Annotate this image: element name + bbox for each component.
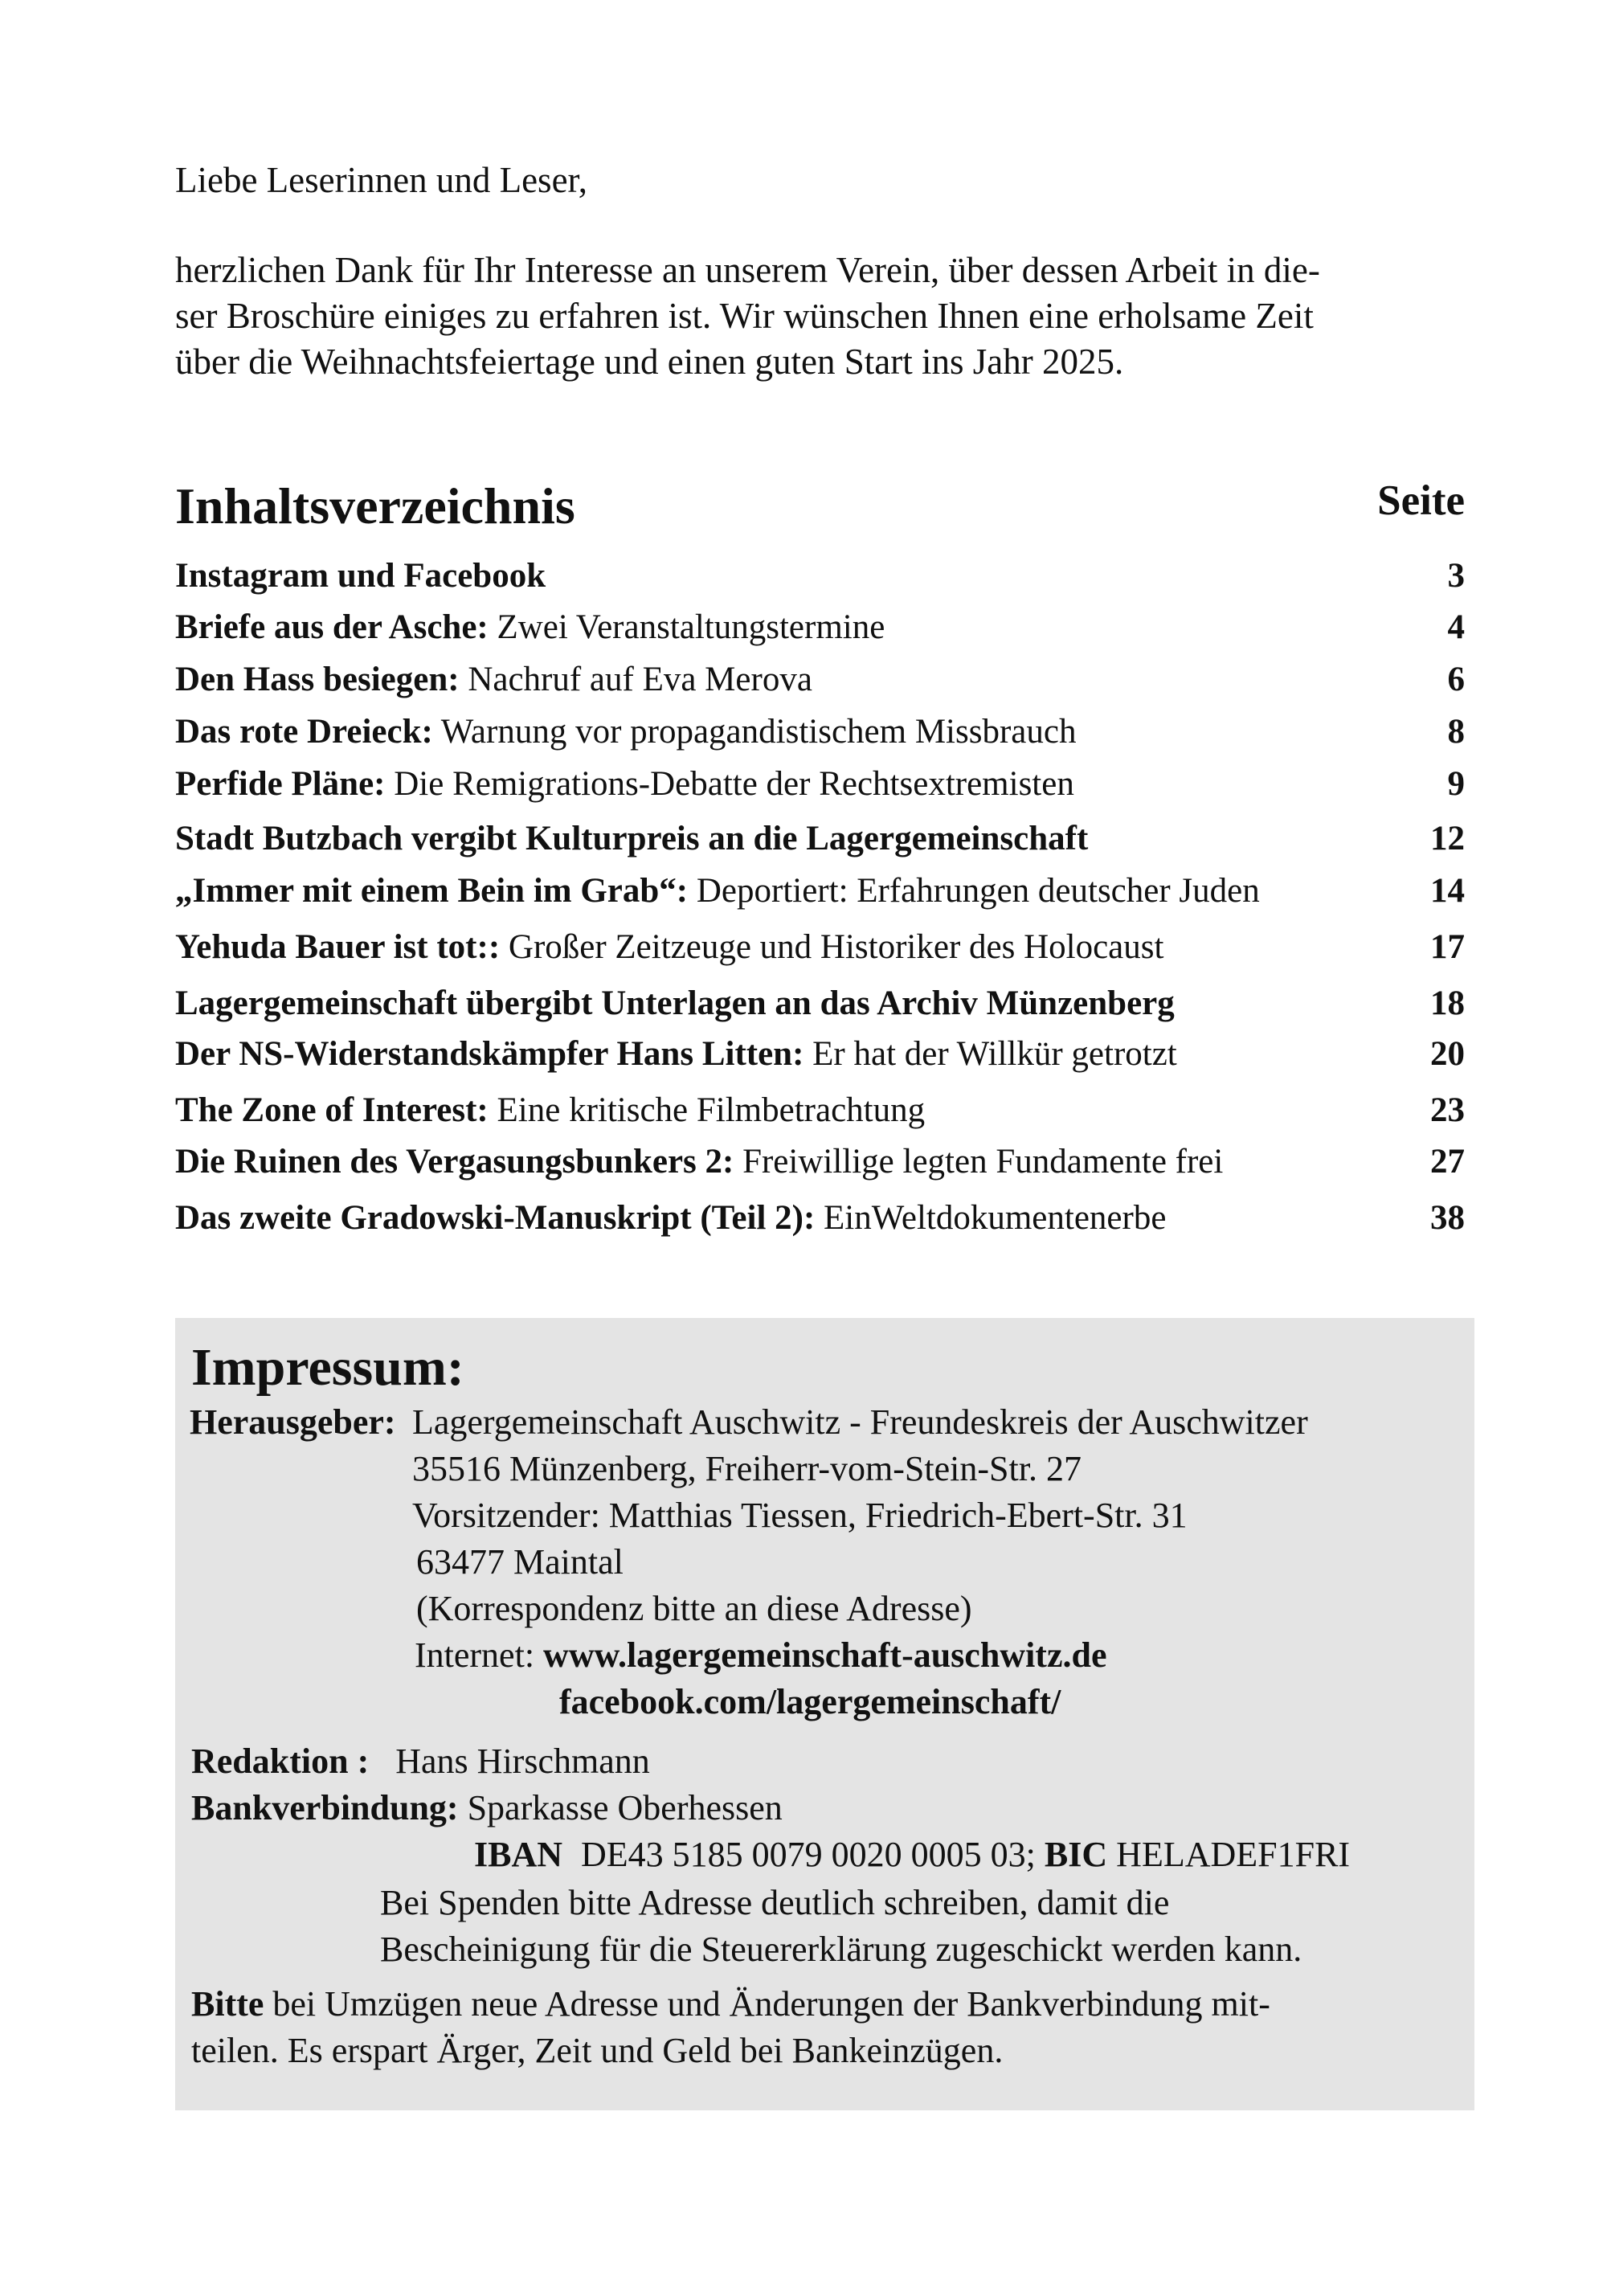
bitte-label: Bitte <box>191 1984 264 2024</box>
toc-entry[interactable] <box>175 1087 1465 1135</box>
toc-entry[interactable] <box>175 1194 1465 1242</box>
bank-line <box>191 1786 783 1831</box>
impressum-title: Impressum: <box>191 1338 464 1397</box>
iban-line <box>474 1832 1350 1877</box>
toc-entry-page: 18 <box>1430 984 1465 1022</box>
toc-entry-subtitle: Freiwillige legten Fundamente frei <box>734 1143 1224 1181</box>
toc-entry-heading: Der NS-Widerstandskämpfer Hans Litten: <box>175 1035 804 1073</box>
spenden-line: Bei Spenden bitte Adresse deutlich schreiben, damit die <box>380 1883 1170 1922</box>
bic-value: HELADEF1FRI <box>1116 1835 1351 1874</box>
internet-label: Internet: <box>415 1635 535 1675</box>
intro-line: ser Broschüre einiges zu erfahren ist. Wir wünschen Ihnen eine erholsame Zeit <box>175 296 1314 336</box>
spenden-line: Bescheinigung für die Steuererklärung zugeschickt werden kann. <box>380 1930 1302 1969</box>
bank-label: Bankverbindung: <box>191 1788 459 1827</box>
toc-entry[interactable] <box>175 760 1465 808</box>
toc-entry-subtitle: Deportiert: Erfahrungen deutscher Juden <box>688 872 1260 910</box>
toc-entry[interactable] <box>175 656 1465 704</box>
toc-entry-heading: Instagram und Facebook <box>175 557 546 595</box>
toc-entry-page: 3 <box>1447 557 1465 595</box>
toc-entry-page: 12 <box>1430 820 1465 857</box>
intro-line: über die Weihnachtsfeiertage und einen guten Start ins Jahr 2025. <box>175 342 1124 382</box>
toc-entry-subtitle: Die Remigrations-Debatte der Rechtsextremisten <box>385 765 1074 803</box>
toc-entry-page: 9 <box>1447 765 1465 803</box>
toc-entry-page: 8 <box>1447 713 1465 751</box>
herausgeber-line: 63477 Maintal <box>416 1542 624 1582</box>
bitte-line-2: teilen. Es erspart Ärger, Zeit und Geld bei Bankeinzügen. <box>191 2031 1004 2070</box>
toc-entry-subtitle: EinWeltdokumentenerbe <box>815 1199 1167 1237</box>
website-link[interactable]: www.lagergemeinschaft-auschwitz.de <box>543 1635 1107 1675</box>
toc-entry-heading: Briefe aus der Asche: <box>175 608 489 646</box>
impressum-box <box>175 1318 1474 2110</box>
toc-entry-heading: Den Hass besiegen: <box>175 661 460 698</box>
toc-entry-page: 6 <box>1447 661 1465 698</box>
toc-entry[interactable] <box>175 815 1465 863</box>
toc-entry-subtitle: Eine kritische Filmbetrachtung <box>488 1091 926 1129</box>
toc-entry-heading: The Zone of Interest: <box>175 1091 489 1129</box>
bank-value: Sparkasse Oberhessen <box>467 1788 783 1827</box>
intro-paragraph <box>175 248 1467 385</box>
toc-entry-subtitle: Großer Zeitzeuge und Historiker des Holocaust <box>500 928 1164 966</box>
intro-line: herzlichen Dank für Ihr Interesse an unserem Verein, über dessen Arbeit in die- <box>175 250 1320 290</box>
toc-entry-page: 17 <box>1430 928 1465 966</box>
herausgeber-line: Lagergemeinschaft Auschwitz - Freundeskreis der Auschwitzer <box>412 1402 1308 1442</box>
toc-entry[interactable] <box>175 980 1465 1028</box>
toc-entry-subtitle: Zwei Veranstaltungstermine <box>488 608 885 646</box>
herausgeber-line: 35516 Münzenberg, Freiherr-vom-Stein-Str. 27 <box>412 1449 1082 1488</box>
redaktion-value: Hans Hirschmann <box>395 1741 650 1781</box>
toc-entry-heading: „Immer mit einem Bein im Grab“: <box>175 872 689 910</box>
toc-entry-page: 14 <box>1430 872 1465 910</box>
toc-entry-heading: Perfide Pläne: <box>175 765 386 803</box>
iban-value: DE43 5185 0079 0020 0005 03; <box>581 1835 1036 1874</box>
facebook-link[interactable]: facebook.com/lagergemeinschaft/ <box>559 1682 1061 1721</box>
toc-entry-page: 38 <box>1430 1199 1465 1237</box>
toc-entry-heading: Das rote Dreieck: <box>175 713 433 751</box>
redaktion-label: Redaktion : <box>191 1741 370 1781</box>
toc-entry-page: 20 <box>1430 1035 1465 1073</box>
toc-entry-page: 27 <box>1430 1143 1465 1181</box>
toc-entry-heading: Yehuda Bauer ist tot:: <box>175 928 501 966</box>
bic-label: BIC <box>1044 1835 1108 1874</box>
toc-entry-page: 23 <box>1430 1091 1465 1129</box>
toc-entry-page: 4 <box>1447 608 1465 646</box>
toc-entry-subtitle: Nachruf auf Eva Merova <box>459 661 812 698</box>
toc-entry-heading: Stadt Butzbach vergibt Kulturpreis an die Lagergemeinschaft <box>175 820 1089 857</box>
redaktion-line <box>191 1739 650 1784</box>
toc-entry-heading: Das zweite Gradowski-Manuskript (Teil 2): <box>175 1199 816 1237</box>
toc-entry[interactable] <box>175 1030 1465 1078</box>
toc-entry-subtitle: Er hat der Willkür getrotzt <box>804 1035 1177 1073</box>
herausgeber-line: (Korrespondenz bitte an diese Adresse) <box>416 1589 972 1628</box>
toc-entry-heading: Lagergemeinschaft übergibt Unterlagen an das Archiv Münzenberg <box>175 984 1175 1022</box>
toc-entry[interactable] <box>175 1138 1465 1186</box>
iban-label: IBAN <box>474 1835 563 1874</box>
toc-page-header: Seite <box>1377 477 1465 524</box>
bitte-text: bei Umzügen neue Adresse und Änderungen der Bankverbindung mit- <box>264 1984 1270 2024</box>
toc-entry-heading: Die Ruinen des Vergasungsbunkers 2: <box>175 1143 734 1181</box>
toc-entry[interactable] <box>175 708 1465 756</box>
herausgeber-line: Vorsitzender: Matthias Tiessen, Friedrich-Ebert-Str. 31 <box>412 1496 1188 1535</box>
toc-entry[interactable] <box>175 552 1465 600</box>
toc-entry[interactable] <box>175 604 1465 652</box>
toc-entry[interactable] <box>175 923 1465 972</box>
greeting: Liebe Leserinnen und Leser, <box>175 160 587 200</box>
toc-entry-subtitle: Warnung vor propagandistischem Missbrauch <box>432 713 1077 751</box>
bitte-line <box>191 1982 1270 2027</box>
toc-entry[interactable] <box>175 867 1465 915</box>
toc-title: Inhaltsverzeichnis <box>175 477 575 534</box>
internet-line <box>415 1633 1107 1678</box>
herausgeber-label: Herausgeber: <box>190 1402 396 1442</box>
